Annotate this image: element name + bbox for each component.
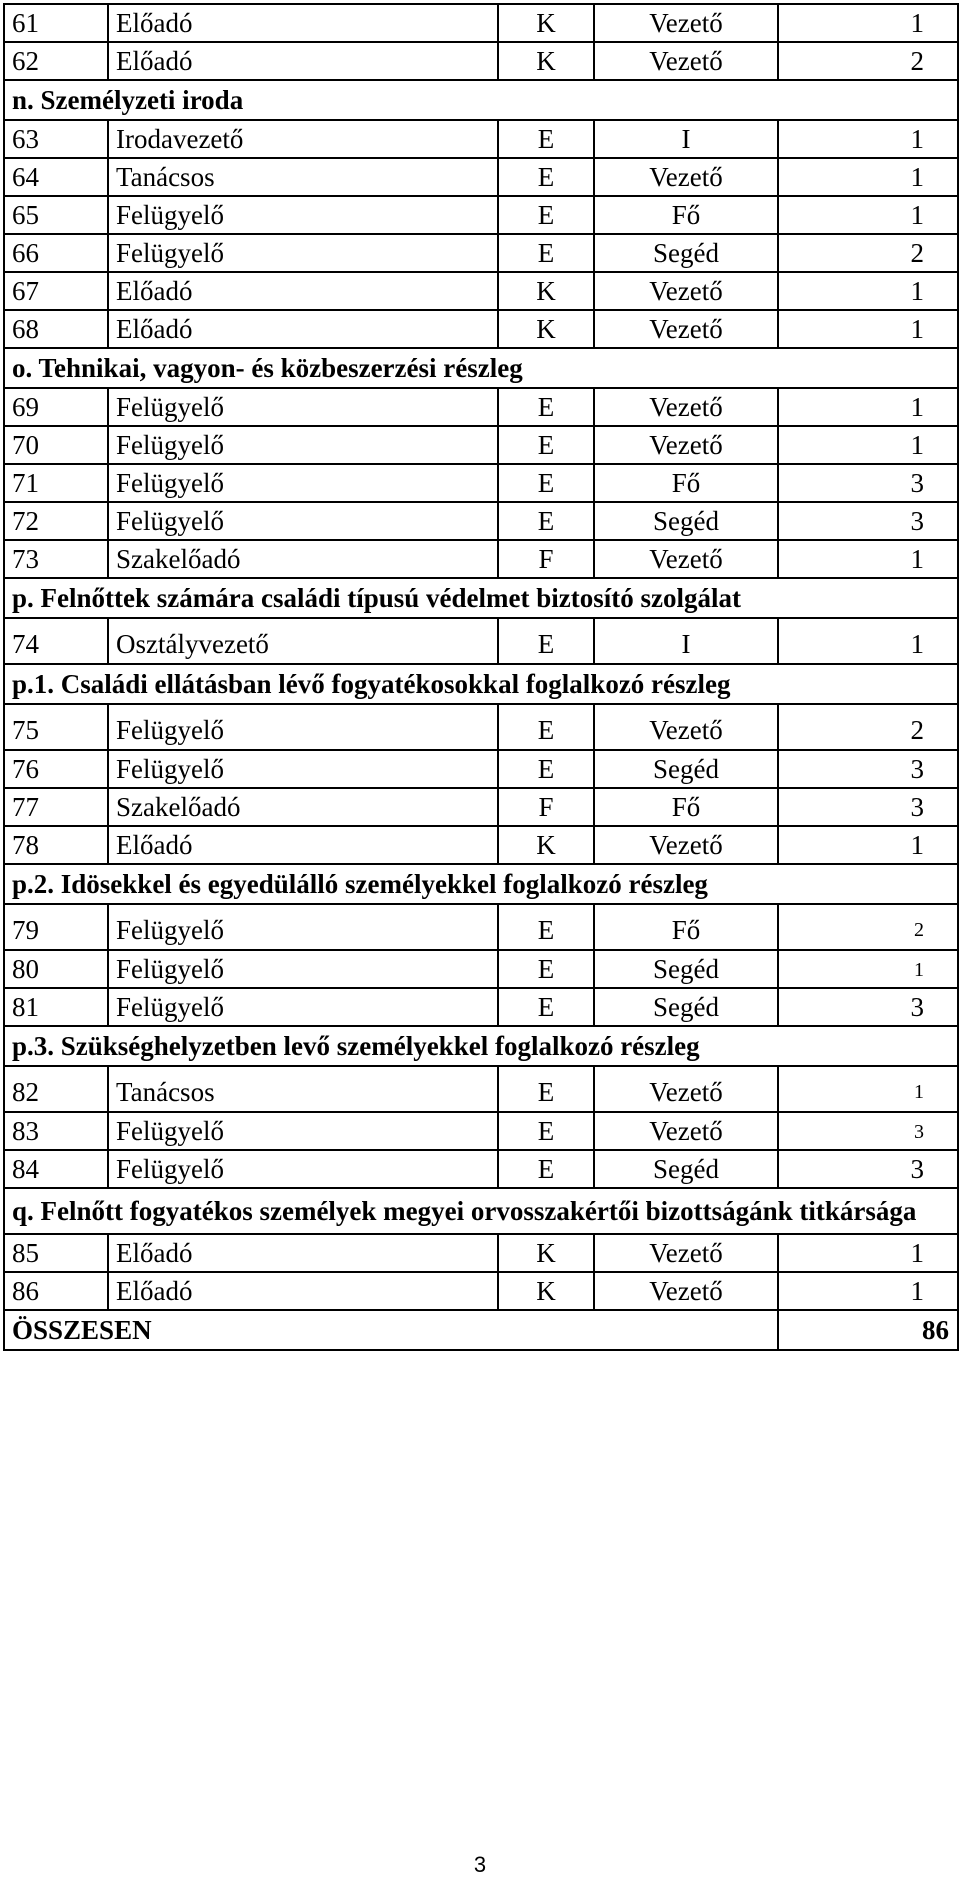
table-row bbox=[4, 272, 958, 310]
job-title: Szakelőadó bbox=[108, 540, 498, 578]
position-level: Fő bbox=[594, 904, 778, 950]
grade-letter: K bbox=[498, 1272, 594, 1310]
total-label: ÖSSZESEN bbox=[4, 1310, 778, 1350]
position-level: Fő bbox=[594, 196, 778, 234]
position-level: Vezető bbox=[594, 826, 778, 864]
position-level: Vezető bbox=[594, 1112, 778, 1150]
staffing-table bbox=[3, 3, 959, 1351]
job-title: Irodavezető bbox=[108, 120, 498, 158]
job-title: Felügyelő bbox=[108, 388, 498, 426]
position-level: Vezető bbox=[594, 158, 778, 196]
position-level: Fő bbox=[594, 788, 778, 826]
position-count: 3 bbox=[778, 464, 958, 502]
job-title: Előadó bbox=[108, 4, 498, 42]
position-level: Vezető bbox=[594, 272, 778, 310]
job-title: Felügyelő bbox=[108, 950, 498, 988]
job-title: Felügyelő bbox=[108, 1112, 498, 1150]
table-row bbox=[4, 196, 958, 234]
section-header-row bbox=[4, 1188, 958, 1234]
position-number: 78 bbox=[4, 826, 108, 864]
position-number: 61 bbox=[4, 4, 108, 42]
position-number: 65 bbox=[4, 196, 108, 234]
section-header-row bbox=[4, 578, 958, 618]
grade-letter: E bbox=[498, 464, 594, 502]
position-level: Vezető bbox=[594, 4, 778, 42]
section-title: q. Felnőtt fogyatékos személyek megyei orvosszakértői bizottságánk titkársága bbox=[4, 1188, 958, 1234]
total-count: 86 bbox=[778, 1310, 958, 1350]
section-header-row bbox=[4, 80, 958, 120]
position-number: 82 bbox=[4, 1066, 108, 1112]
job-title: Felügyelő bbox=[108, 750, 498, 788]
grade-letter: K bbox=[498, 826, 594, 864]
table-row bbox=[4, 750, 958, 788]
position-number: 75 bbox=[4, 704, 108, 750]
grade-letter: E bbox=[498, 1066, 594, 1112]
job-title: Előadó bbox=[108, 272, 498, 310]
table-row bbox=[4, 1066, 958, 1112]
position-count: 1 bbox=[778, 426, 958, 464]
table-row bbox=[4, 788, 958, 826]
position-count: 2 bbox=[778, 42, 958, 80]
position-number: 85 bbox=[4, 1234, 108, 1272]
grade-letter: E bbox=[498, 426, 594, 464]
job-title: Felügyelő bbox=[108, 464, 498, 502]
job-title: Előadó bbox=[108, 826, 498, 864]
position-number: 72 bbox=[4, 502, 108, 540]
table-row bbox=[4, 234, 958, 272]
position-number: 81 bbox=[4, 988, 108, 1026]
job-title: Felügyelő bbox=[108, 1150, 498, 1188]
position-level: Vezető bbox=[594, 704, 778, 750]
table-row bbox=[4, 1272, 958, 1310]
grade-letter: E bbox=[498, 904, 594, 950]
position-number: 77 bbox=[4, 788, 108, 826]
position-number: 84 bbox=[4, 1150, 108, 1188]
position-count: 1 bbox=[778, 950, 958, 988]
position-number: 70 bbox=[4, 426, 108, 464]
table-row bbox=[4, 426, 958, 464]
grade-letter: K bbox=[498, 42, 594, 80]
position-number: 64 bbox=[4, 158, 108, 196]
section-header-row bbox=[4, 864, 958, 904]
grade-letter: E bbox=[498, 388, 594, 426]
total-row bbox=[4, 1310, 958, 1350]
section-title: p.3. Szükséghelyzetben levő személyekkel foglalkozó részleg bbox=[4, 1026, 958, 1066]
position-number: 68 bbox=[4, 310, 108, 348]
job-title: Előadó bbox=[108, 1272, 498, 1310]
position-count: 1 bbox=[778, 272, 958, 310]
position-level: I bbox=[594, 120, 778, 158]
position-count: 1 bbox=[778, 540, 958, 578]
position-count: 3 bbox=[778, 1150, 958, 1188]
position-level: Segéd bbox=[594, 1150, 778, 1188]
position-count: 1 bbox=[778, 388, 958, 426]
position-count: 1 bbox=[778, 1272, 958, 1310]
position-count: 1 bbox=[778, 1066, 958, 1112]
job-title: Előadó bbox=[108, 310, 498, 348]
table-row bbox=[4, 618, 958, 664]
position-count: 1 bbox=[778, 1234, 958, 1272]
position-count: 3 bbox=[778, 750, 958, 788]
table-row bbox=[4, 310, 958, 348]
section-title: p.2. Idösekkel és egyedülálló személyekkel foglalkozó részleg bbox=[4, 864, 958, 904]
position-count: 1 bbox=[778, 120, 958, 158]
position-level: Vezető bbox=[594, 388, 778, 426]
position-number: 76 bbox=[4, 750, 108, 788]
position-level: Vezető bbox=[594, 1234, 778, 1272]
job-title: Szakelőadó bbox=[108, 788, 498, 826]
grade-letter: E bbox=[498, 234, 594, 272]
grade-letter: E bbox=[498, 158, 594, 196]
position-level: Segéd bbox=[594, 234, 778, 272]
job-title: Felügyelő bbox=[108, 704, 498, 750]
position-level: Segéd bbox=[594, 950, 778, 988]
grade-letter: E bbox=[498, 950, 594, 988]
grade-letter: E bbox=[498, 988, 594, 1026]
table-row bbox=[4, 904, 958, 950]
job-title: Felügyelő bbox=[108, 904, 498, 950]
table-row bbox=[4, 388, 958, 426]
position-count: 1 bbox=[778, 310, 958, 348]
grade-letter: E bbox=[498, 120, 594, 158]
table-row bbox=[4, 120, 958, 158]
table-row bbox=[4, 1150, 958, 1188]
job-title: Előadó bbox=[108, 1234, 498, 1272]
table-row bbox=[4, 540, 958, 578]
section-header-row bbox=[4, 664, 958, 704]
table-row bbox=[4, 704, 958, 750]
position-count: 1 bbox=[778, 4, 958, 42]
table-row bbox=[4, 158, 958, 196]
position-level: Segéd bbox=[594, 988, 778, 1026]
grade-letter: F bbox=[498, 540, 594, 578]
table-row bbox=[4, 1234, 958, 1272]
position-level: Segéd bbox=[594, 750, 778, 788]
section-header-row bbox=[4, 348, 958, 388]
section-title: p.1. Családi ellátásban lévő fogyatékosokkal foglalkozó részleg bbox=[4, 664, 958, 704]
position-count: 1 bbox=[778, 826, 958, 864]
grade-letter: E bbox=[498, 1112, 594, 1150]
position-level: Fő bbox=[594, 464, 778, 502]
job-title: Felügyelő bbox=[108, 502, 498, 540]
grade-letter: K bbox=[498, 4, 594, 42]
position-level: Vezető bbox=[594, 1066, 778, 1112]
position-level: Vezető bbox=[594, 310, 778, 348]
table-row bbox=[4, 42, 958, 80]
job-title: Előadó bbox=[108, 42, 498, 80]
page-number: 3 bbox=[473, 1852, 487, 1877]
position-number: 80 bbox=[4, 950, 108, 988]
position-level: Vezető bbox=[594, 42, 778, 80]
position-count: 1 bbox=[778, 618, 958, 664]
table-row bbox=[4, 4, 958, 42]
position-number: 74 bbox=[4, 618, 108, 664]
grade-letter: F bbox=[498, 788, 594, 826]
position-number: 66 bbox=[4, 234, 108, 272]
grade-letter: K bbox=[498, 310, 594, 348]
grade-letter: E bbox=[498, 1150, 594, 1188]
position-number: 79 bbox=[4, 904, 108, 950]
position-count: 2 bbox=[778, 904, 958, 950]
table-row bbox=[4, 950, 958, 988]
position-level: I bbox=[594, 618, 778, 664]
section-title: n. Személyzeti iroda bbox=[4, 80, 958, 120]
position-count: 2 bbox=[778, 704, 958, 750]
position-count: 2 bbox=[778, 234, 958, 272]
position-count: 1 bbox=[778, 158, 958, 196]
position-count: 3 bbox=[778, 988, 958, 1026]
table-row bbox=[4, 826, 958, 864]
position-level: Segéd bbox=[594, 502, 778, 540]
job-title: Tanácsos bbox=[108, 158, 498, 196]
grade-letter: E bbox=[498, 704, 594, 750]
position-number: 62 bbox=[4, 42, 108, 80]
job-title: Felügyelő bbox=[108, 196, 498, 234]
staffing-table-body bbox=[4, 4, 958, 1350]
position-number: 86 bbox=[4, 1272, 108, 1310]
grade-letter: E bbox=[498, 618, 594, 664]
grade-letter: E bbox=[498, 502, 594, 540]
table-row bbox=[4, 1112, 958, 1150]
position-number: 71 bbox=[4, 464, 108, 502]
table-row bbox=[4, 988, 958, 1026]
position-number: 67 bbox=[4, 272, 108, 310]
job-title: Osztályvezető bbox=[108, 618, 498, 664]
table-row bbox=[4, 502, 958, 540]
position-level: Vezető bbox=[594, 540, 778, 578]
position-level: Vezető bbox=[594, 426, 778, 464]
position-count: 1 bbox=[778, 196, 958, 234]
grade-letter: K bbox=[498, 272, 594, 310]
position-number: 63 bbox=[4, 120, 108, 158]
job-title: Felügyelő bbox=[108, 234, 498, 272]
section-title: o. Tehnikai, vagyon- és közbeszerzési részleg bbox=[4, 348, 958, 388]
grade-letter: E bbox=[498, 196, 594, 234]
job-title: Felügyelő bbox=[108, 988, 498, 1026]
position-count: 3 bbox=[778, 502, 958, 540]
grade-letter: K bbox=[498, 1234, 594, 1272]
position-number: 69 bbox=[4, 388, 108, 426]
position-count: 3 bbox=[778, 788, 958, 826]
job-title: Tanácsos bbox=[108, 1066, 498, 1112]
table-row bbox=[4, 464, 958, 502]
position-number: 83 bbox=[4, 1112, 108, 1150]
section-title: p. Felnőttek számára családi típusú védelmet biztosító szolgálat bbox=[4, 578, 958, 618]
grade-letter: E bbox=[498, 750, 594, 788]
position-level: Vezető bbox=[594, 1272, 778, 1310]
position-number: 73 bbox=[4, 540, 108, 578]
position-count: 3 bbox=[778, 1112, 958, 1150]
section-header-row bbox=[4, 1026, 958, 1066]
job-title: Felügyelő bbox=[108, 426, 498, 464]
